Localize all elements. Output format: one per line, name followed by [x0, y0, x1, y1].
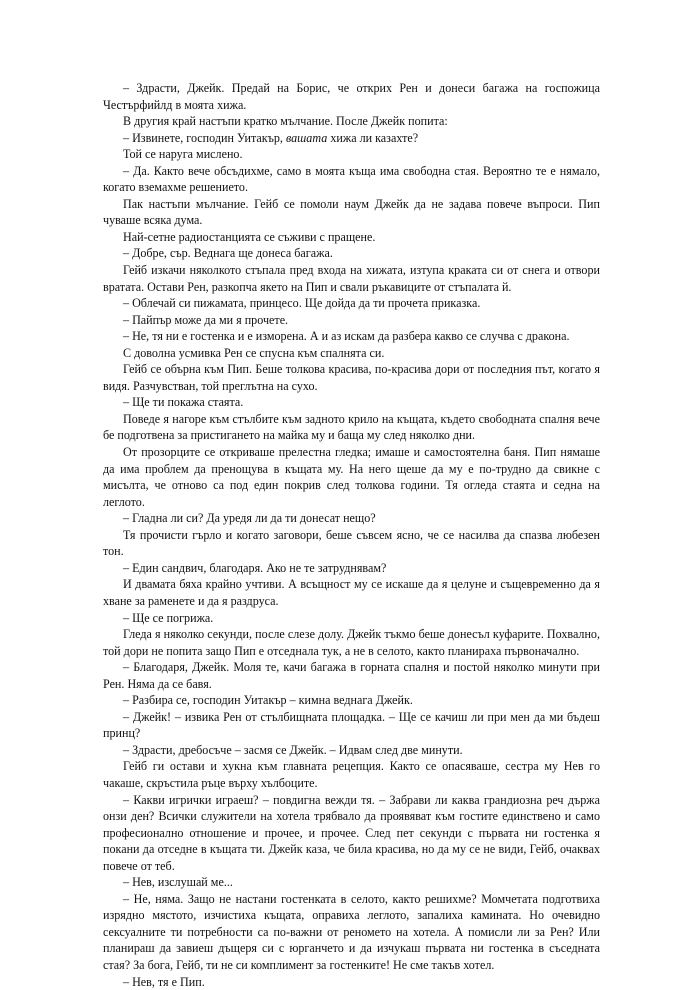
paragraph: – Не, тя ни е гостенка и е изморена. А и аз искам да разбера какво се случва с дракона.: [123, 329, 570, 344]
paragraph: – Не, няма. Защо не настани гостенката в селото, както решихме? Момчетата подготвиха изрядно мястото, изчистиха къщата, оправиха леглото, запалиха камината. Но очевидно сексуалните ти потребности са по-важни от реномето на хотела. А помисли ли за Рен? Или планираш да завиеш дъщеря си с юрганчето и да изчукаш първата ни гостенка в съседната стая? За бога, Гейб, ти не си комплимент за гостенките! Не сме такъв хотел.: [103, 891, 600, 972]
paragraph: – Здрасти, дребосъче – засмя се Джейк. – Идвам след две минути.: [123, 742, 463, 757]
paragraph: От прозорците се откриваше прелестна гледка; имаше и самостоятелна баня. Пип нямаше да има проблем да пренощува в къщата му. На него щеше да му е по-трудно да свикне с мисълта, че отново са под един покрив след толкова години. Тя огледа стаята и седна на леглото.: [103, 445, 600, 509]
paragraph: Гледа я няколко секунди, после слезе долу. Джейк тъкмо беше донесъл куфарите. Похвално, той дори не попита защо Пип е отседнала тук, а не в селото, както планираха първоначално.: [103, 627, 600, 658]
paragraph: – Да. Както вече обсъдихме, само в моята къща има свободна стая. Вероятно те е нямало, когато вземахме решението.: [103, 163, 600, 195]
paragraph: Гейб се обърна към Пип. Беше толкова красива, по-красива дори от последния път, когато я видя. Разчувстван, той преглътна на сухо.: [103, 362, 600, 393]
paragraph: С доволна усмивка Рен се спусна към спалнята си.: [123, 345, 385, 360]
paragraph: Поведе я нагоре към стълбите към задното крило на къщата, където свободната спалня вече бе подготвена за пристигането на майка му и баща му след няколко дни.: [103, 411, 600, 443]
paragraph: – Ще се погрижа.: [123, 610, 214, 625]
paragraph: – Благодаря, Джейк. Моля те, качи багажа в горната спалня и постой няколко минути при Рен. Няма да се бавя.: [103, 660, 600, 691]
paragraph-text: хижа ли казахте?: [327, 130, 419, 145]
paragraph: – Един сандвич, благодаря. Ако не те затруднявам?: [123, 560, 387, 575]
page-text: [103, 80, 600, 990]
paragraph: – Нев, изслушай ме...: [123, 875, 233, 890]
paragraph: И двамата бяха крайно учтиви. А всъщност му се искаше да я целуне и същевременно да я хване за раменете и да я раздруса.: [103, 577, 600, 608]
emphasized-word: вашата: [285, 130, 328, 145]
paragraph: – Ще ти покажа стаята.: [123, 395, 244, 410]
paragraph: [103, 130, 600, 147]
paragraph: – Джейк! – извика Рен от стълбищната площадка. – Ще се качиш ли при мен да ми бъдеш принц?: [103, 709, 600, 741]
paragraph: В другия край настъпи кратко мълчание. После Джейк попита:: [123, 114, 448, 129]
paragraph: – Какви игрички играеш? – повдигна вежди тя. – Забрави ли каква грандиозна реч държа онзи ден? Всички служители на хотела трябвало да проявяват към гостите единствено и само професионално отношение и прочее, и прочее. След пет секунди с първата ни гостенка я покани да отседне в къщата ти. Джейк каза, че била красива, но да му се не види, Гейб, очаквах повече от теб.: [103, 792, 600, 873]
paragraph-text: – Извинете, господин Уитакър,: [123, 130, 286, 145]
paragraph: Най-сетне радиостанцията се съживи с пращене.: [123, 229, 376, 244]
paragraph: – Здрасти, Джейк. Предай на Борис, че открих Рен и донеси багажа на госпожица Честърфийлд в моята хижа.: [103, 81, 600, 112]
paragraph: – Облечай си пижамата, принцесо. Ще дойда да ти прочета приказка.: [123, 296, 481, 311]
paragraph: Гейб ги остави и хукна към главната рецепция. Както се опасяваше, сестра му Нев го чакаше, скръстила ръце върху хълбоците.: [103, 759, 600, 790]
paragraph: – Нев, тя е Пип.: [123, 974, 205, 989]
paragraph: Пак настъпи мълчание. Гейб се помоли наум Джейк да не задава повече въпроси. Пип чуваше всяка дума.: [103, 196, 600, 228]
paragraph: – Пайпър може да ми я прочете.: [123, 312, 289, 327]
paragraph: – Гладна ли си? Да уредя ли да ти донесат нещо?: [123, 511, 376, 526]
paragraph: – Добре, сър. Веднага ще донеса багажа.: [123, 246, 333, 261]
paragraph: – Разбира се, господин Уитакър – кимна веднага Джейк.: [123, 693, 413, 708]
paragraph: Гейб изкачи няколкото стъпала пред входа на хижата, изтупа краката си от снега и отвори вратата. Остави Рен, разкопча якето на Пип и свали ръкавиците от стъпалата й.: [103, 263, 600, 294]
paragraph: Той се наруга мислено.: [123, 147, 243, 162]
paragraph: Тя прочисти гърло и когато заговори, беше съвсем ясно, че се насилва да спазва любезен тон.: [103, 527, 600, 559]
